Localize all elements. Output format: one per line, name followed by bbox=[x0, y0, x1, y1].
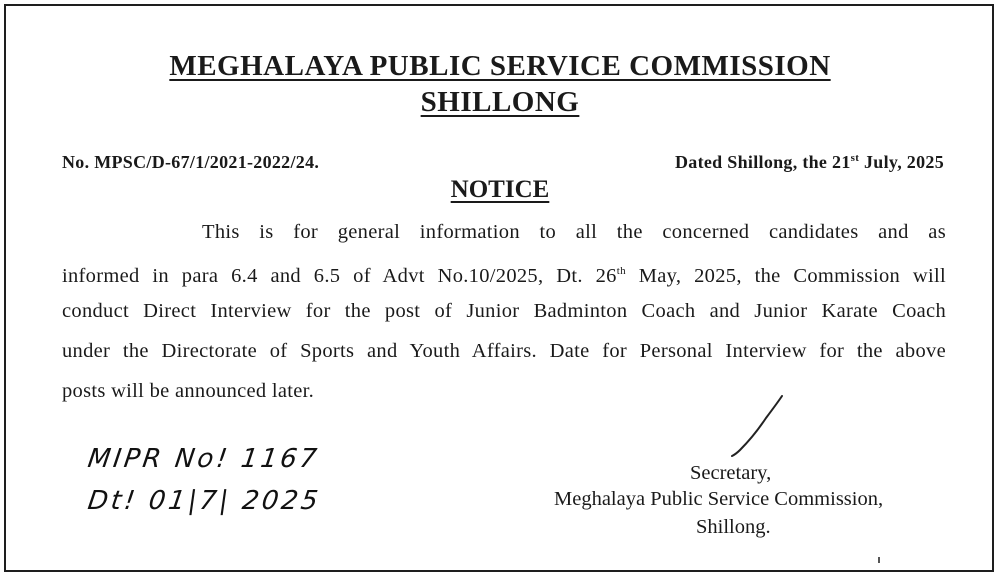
body-line-2: informed in para 6.4 and 6.5 of Advt No.10/2025, Dt. 26th May, 2025, the Commission will bbox=[62, 264, 946, 287]
handwritten-date: Dt! 01|7| 2025 bbox=[85, 486, 323, 516]
signatory-city: Shillong. bbox=[696, 516, 771, 538]
body-line-3: conduct Direct Interview for the post of Junior Badminton Coach and Junior Karate Coach bbox=[62, 300, 946, 322]
signature bbox=[720, 392, 790, 458]
body-line-5: posts will be announced later. bbox=[62, 380, 315, 402]
organization-heading: MEGHALAYA PUBLIC SERVICE COMMISSION bbox=[169, 50, 831, 82]
body-line-1: This is for general information to all the concerned candidates and as bbox=[202, 221, 946, 243]
scan-mark bbox=[878, 557, 880, 563]
dated-line: Dated Shillong, the 21st July, 2025 bbox=[675, 152, 944, 172]
signatory-title: Secretary, bbox=[690, 462, 772, 484]
reference-number: No. MPSC/D-67/1/2021-2022/24. bbox=[62, 152, 320, 172]
city-heading: SHILLONG bbox=[420, 86, 580, 118]
handwritten-mipr-number: MIPR No! 1167 bbox=[85, 444, 322, 474]
signatory-organization: Meghalaya Public Service Commission, bbox=[554, 488, 884, 510]
notice-title: NOTICE bbox=[450, 176, 550, 203]
body-line-4: under the Directorate of Sports and Youth Affairs. Date for Personal Interview for the above bbox=[62, 340, 946, 362]
